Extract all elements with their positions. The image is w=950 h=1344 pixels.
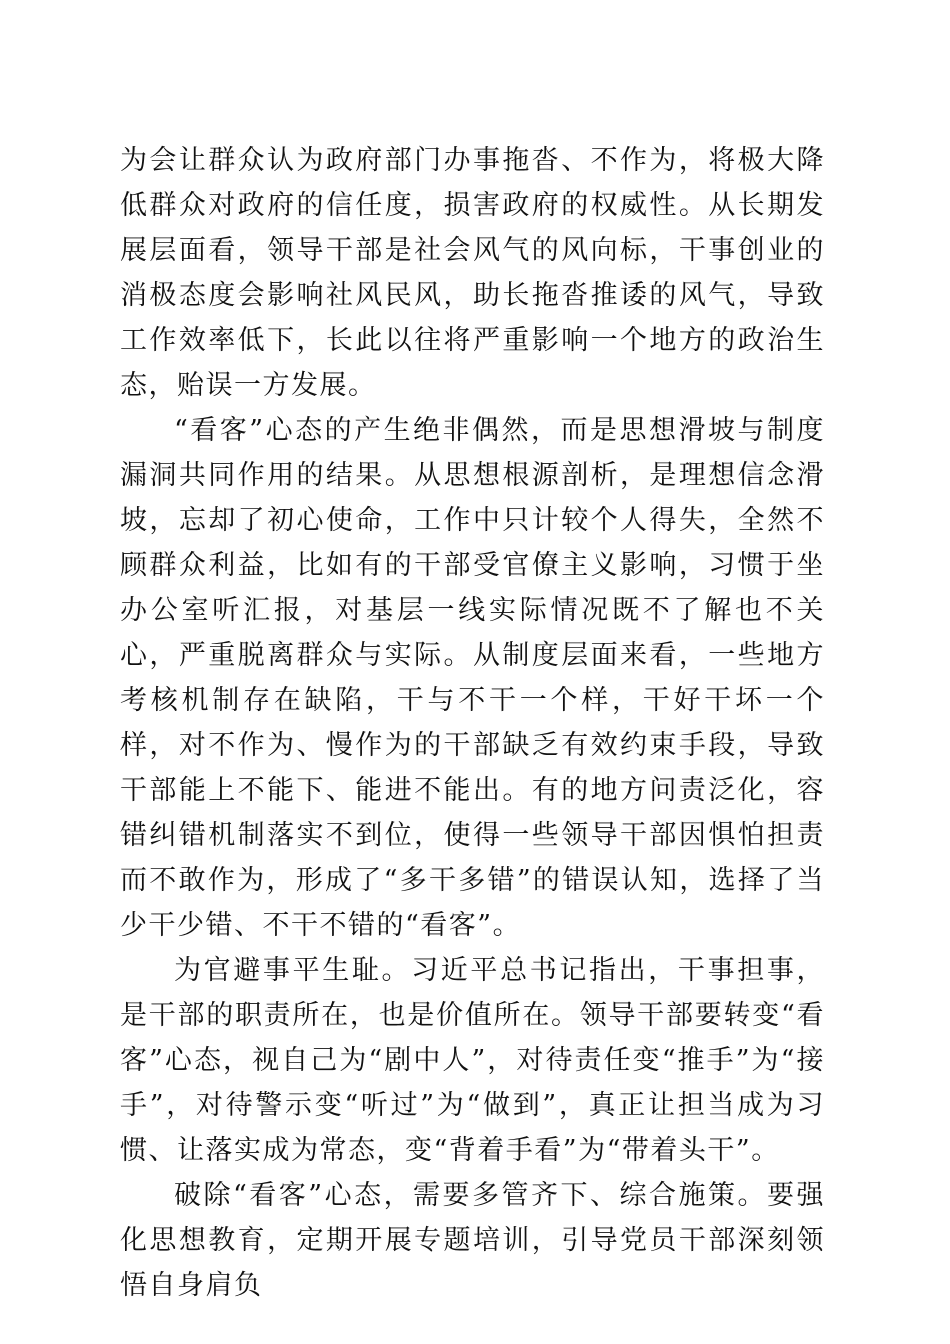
paragraph-2: “看客”心态的产生绝非偶然，而是思想滑坡与制度漏洞共同作用的结果。从思想根源剖析，是理想信念滑坡，忘却了初心使命，工作中只计较个人得失，全然不顾群众利益，比如有的干部受官僚主义影响，习惯于坐办公室听汇报，对基层一线实际情况既不了解也不关心，严重脱离群众与实际。从制度层面来看，一些地方考核机制存在缺陷，干与不干一个样，干好干坏一个样，对不作为、慢作为的干部缺乏有效约束手段，导致干部能上不能下、能进不能出。有的地方问责泛化，容错纠错机制落实不到位，使得一些领导干部因惧怕担责而不敢作为，形成了“多干多错”的错误认知，选择了当少干少错、不干不错的“看客”。: [120, 415, 825, 941]
document-body: [120, 138, 825, 1308]
paragraph-3: 为官避事平生耻。习近平总书记指出，干事担事，是干部的职责所在，也是价值所在。领导干部要转变“看客”心态，视自己为“剧中人”，对待责任变“推手”为“接手”，对待警示变“听过”为“做到”，真正让担当成为习惯、让落实成为常态，变“背着手看”为“带着头干”。: [120, 955, 825, 1166]
paragraph-4: 破除“看客”心态，需要多管齐下、综合施策。要强化思想教育，定期开展专题培训，引导党员干部深刻领悟自身肩负: [120, 1180, 825, 1301]
paragraph-1: 为会让群众认为政府部门办事拖沓、不作为，将极大降低群众对政府的信任度，损害政府的权威性。从长期发展层面看，领导干部是社会风气的风向标，干事创业的消极态度会影响社风民风，助长拖沓推诿的风气，导致工作效率低下，长此以往将严重影响一个地方的政治生态，贻误一方发展。: [120, 145, 825, 401]
